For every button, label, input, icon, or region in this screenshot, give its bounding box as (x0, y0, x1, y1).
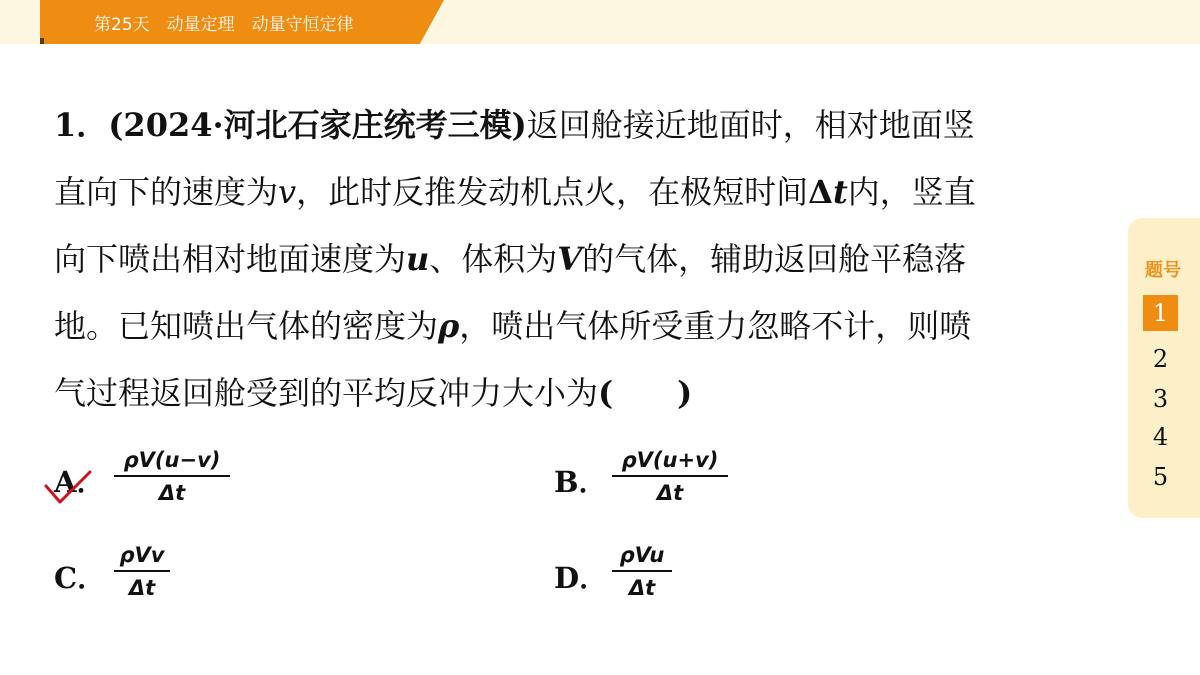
option-a-label[interactable]: A． (54, 465, 106, 499)
question-index-item-2[interactable]: 2 (1152, 345, 1169, 373)
fraction-bar (114, 475, 230, 477)
option-d-formula[interactable] (612, 543, 672, 600)
option-d-numerator: ρVu (619, 543, 665, 567)
fraction-bar (612, 475, 728, 477)
option-d-denominator: Δt (628, 576, 656, 600)
option-a-formula[interactable] (114, 448, 230, 505)
variable-rho: ρ (438, 307, 460, 345)
option-a-denominator: Δt (158, 481, 186, 505)
question-stem (54, 92, 1122, 427)
question-text: 的气体，辅助返回舱平稳落 (582, 240, 967, 278)
variable-u: u (406, 240, 430, 278)
option-b-formula[interactable] (612, 448, 728, 505)
option-b-numerator: ρV(u+v) (621, 448, 719, 472)
question-text: 、体积为 (429, 240, 558, 278)
option-d-label[interactable]: D． (554, 561, 609, 595)
question-line-3 (54, 226, 1122, 293)
option-c-label[interactable]: C． (54, 561, 107, 595)
variable-V: V (557, 240, 583, 278)
answer-blank: ( ) (598, 374, 693, 412)
option-a-numerator: ρV(u−v) (123, 448, 221, 472)
question-text: 返回舱接近地面时，相对地面竖 (526, 106, 975, 144)
question-text: ，此时反推发动机点火，在极短时间 (296, 173, 809, 211)
question-index-panel (1128, 218, 1200, 518)
question-source: (2024·河北石家庄统考三模) (108, 106, 527, 144)
question-text: 地。已知喷出气体的密度为 (54, 307, 439, 345)
option-b-label[interactable]: B． (554, 465, 608, 499)
section-title: 第25天 动量定理 动量守恒定律 (94, 15, 354, 35)
question-index-item-4[interactable]: 4 (1152, 423, 1169, 451)
question-line-2 (54, 159, 1122, 226)
question-text: 直向下的速度为 (54, 173, 279, 211)
question-text: 气过程返回舱受到的平均反冲力大小为 (54, 374, 599, 412)
question-index-header: 题号 (1145, 260, 1181, 281)
question-line-1 (54, 92, 1122, 159)
variable-t: t (832, 173, 848, 211)
question-index-item-1[interactable]: 1 (1143, 295, 1178, 331)
option-c-denominator: Δt (128, 576, 156, 600)
fraction-bar (612, 570, 672, 572)
question-index-item-3[interactable]: 3 (1152, 385, 1169, 413)
question-number: 1． (54, 106, 109, 144)
ribbon-accent (40, 38, 44, 44)
variable-v: v (278, 173, 297, 211)
option-c-numerator: ρVv (119, 543, 165, 567)
delta-symbol: Δ (808, 173, 833, 211)
question-text: ，喷出气体所受重力忽略不计，则喷 (459, 307, 972, 345)
question-index-item-5[interactable]: 5 (1152, 463, 1169, 491)
question-line-5 (54, 360, 1122, 427)
option-c-formula[interactable] (114, 543, 170, 600)
fraction-bar (114, 570, 170, 572)
option-b-denominator: Δt (656, 481, 684, 505)
top-banner (0, 0, 1200, 44)
checkmark-icon (42, 466, 94, 508)
question-text: 向下喷出相对地面速度为 (54, 240, 407, 278)
question-text: 内，竖直 (847, 173, 976, 211)
question-line-4 (54, 293, 1122, 360)
